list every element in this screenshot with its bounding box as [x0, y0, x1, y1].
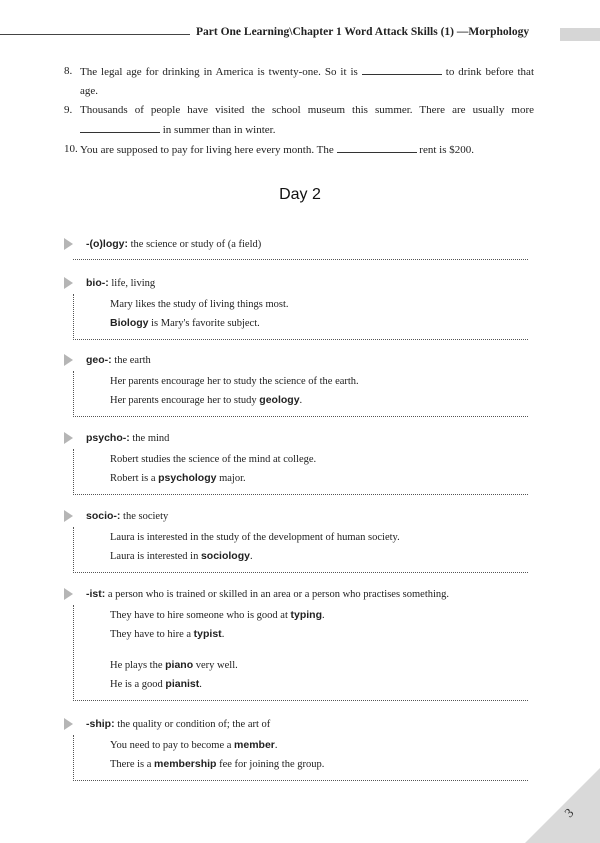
arrow-icon [64, 432, 73, 444]
answer-blank[interactable] [362, 62, 442, 75]
example-box: They have to hire someone who is good at typing. They have to hire a typist. He plays the piano very well. He is a good pianist. [73, 605, 528, 701]
example-box: Mary likes the study of living things most. Biology is Mary's favorite subject. [73, 294, 528, 340]
entry-geo: geo-: the earth Her parents encourage her to study the science of the earth. Her parents encourage her to study geology. [62, 352, 528, 417]
running-header: Part One Learning\Chapter 1 Word Attack Skills (1) —Morphology [196, 26, 530, 38]
question-10: 10. You are supposed to pay for living here every month. The rent is $200. [64, 140, 534, 160]
exercise-questions [64, 62, 534, 160]
entry-ship: -ship: the quality or condition of; the art of You need to pay to become a member. There is a membership fee for joining the group. [62, 716, 528, 781]
arrow-icon [64, 510, 73, 522]
example-box: Laura is interested in the study of the development of human society. Laura is interested in sociology. [73, 527, 528, 573]
example-box: Robert studies the science of the mind at college. Robert is a psychology major. [73, 449, 528, 495]
entry-psycho: psycho-: the mind Robert studies the science of the mind at college. Robert is a psychology major. [62, 430, 528, 495]
header-rule [0, 34, 190, 35]
answer-blank[interactable] [337, 140, 417, 153]
example-box: Her parents encourage her to study the science of the earth. Her parents encourage her to study geology. [73, 371, 528, 417]
header-bar [560, 28, 600, 41]
arrow-icon [64, 354, 73, 366]
arrow-icon [64, 238, 73, 250]
page-corner [525, 768, 600, 843]
arrow-icon [64, 588, 73, 600]
entry-bio: bio-: life, living Mary likes the study of living things most. Biology is Mary's favorite subject. [62, 275, 528, 340]
entry-ology: -(o)logy: the science or study of (a field) [62, 236, 528, 260]
entry-socio: socio-: the society Laura is interested in the study of the development of human society. Laura is interested in sociology. [62, 508, 528, 573]
question-9: 9. Thousands of people have visited the school museum this summer. There are usually more in summer than in winter. [64, 104, 534, 136]
page-number: 3 [560, 805, 576, 821]
question-8: 8. The legal age for drinking in America is twenty-one. So it is to drink before that age. [64, 62, 534, 101]
section-title: Day 2 [279, 186, 321, 203]
example-box: You need to pay to become a member. There is a membership fee for joining the group. [73, 735, 528, 781]
answer-blank[interactable] [80, 120, 160, 133]
divider [73, 253, 528, 260]
arrow-icon [64, 718, 73, 730]
arrow-icon [64, 277, 73, 289]
entry-ist: -ist: a person who is trained or skilled in an area or a person who practises something. They have to hire someone who is good at typing. They have to hire a typist. He plays the piano very well. He is a good pianist. [62, 586, 528, 701]
